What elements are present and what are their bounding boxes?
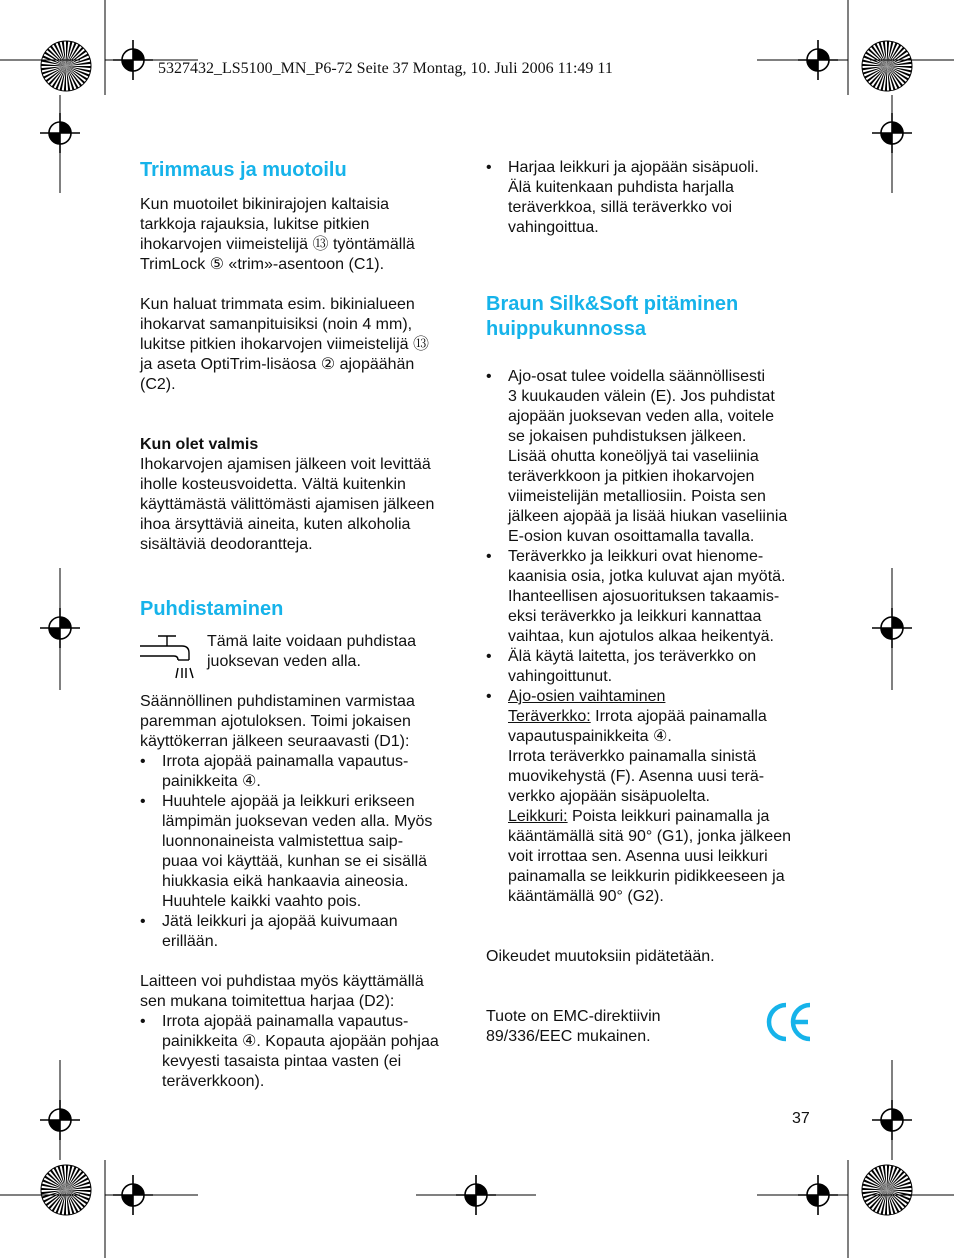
foil-first: Irrota ajopää painamalla <box>590 708 767 725</box>
rights-reserved: Oikeudet muutoksiin pidätetään. <box>486 948 715 965</box>
list-item: • Ajo-osat tulee voidella säännöllisesti 3 kuukauden välein (E). Jos puhdistat ajopään juoksevan veden alla, voitele se jokaisen puhdistuksen jälkeen. Lisää ohutta koneöljyä tai vaseliinia teräverkkoon ja pitkien ihokarvojen viimeistelijän metalliosiin. Poista sen jälkeen ajopää ja lisää hiukan vaseliinia E-osion kuvan osoittamalla tavalla. <box>486 367 816 547</box>
replacement-title: Ajo-osien vaihtaminen <box>508 688 666 705</box>
starburst-target <box>41 1165 91 1215</box>
tap-water-note <box>140 632 470 682</box>
brush-bullet: • Harjaa leikkuri ja ajopään sisäpuoli. Älä kuitenkaan puhdista harjalla teräverkkoa, sillä teräverkko voi vahingoittua. <box>486 158 816 238</box>
list-item: • Teräverkko ja leikkuri ovat hienome- kaanisia osia, jotka kuluvat ajan myötä. Ihanteellisen ajosuorituksen takaamis- eksi teräverkko ja leikkuri kannattaa vaihtaa, kun ajotulos alkaa heikentyä. <box>486 547 816 647</box>
replacement-item <box>486 687 816 907</box>
tap-water-text: Tämä laite voidaan puhdistaa juoksevan veden alla. <box>207 633 417 670</box>
trim-paragraph-2: Kun haluat trimmata esim. bikinialueen ihokarvat samanpituisiksi (noin 4 mm), lukitse pitkien ihokarvojen viimeistelijä ⑬ ja aseta OptiTrim-lisäosa ② ajopäähän (C2). <box>140 296 430 393</box>
list-item: • Irrota ajopää painamalla vapautus- painikkeita ④. Kopauta ajopään pohjaa kevyesti tasaista pintaa vasten (ei teräverkkoon). <box>140 1012 470 1092</box>
done-heading: Kun olet valmis <box>140 436 259 453</box>
ce-mark-icon <box>764 1000 814 1044</box>
starburst-target <box>862 1165 912 1215</box>
starburst-target <box>41 41 91 91</box>
care-list <box>486 367 816 907</box>
brush-steps <box>140 1012 470 1092</box>
list-item: • Jätä leikkuri ja ajopää kuivumaan erillään. <box>140 912 470 952</box>
list-item: • Irrota ajopää painamalla vapautus- painikkeita ④. <box>140 752 470 792</box>
cutter-label: Leikkuri: <box>508 808 568 825</box>
right-column <box>486 158 816 1047</box>
care-heading: Braun Silk&Soft pitäminen huippukunnossa <box>486 293 739 340</box>
page-number: 37 <box>792 1110 810 1127</box>
tap-water-icon <box>140 634 196 684</box>
trim-heading: Trimmaus ja muotoilu <box>140 159 347 181</box>
emc-statement: Tuote on EMC-direktiivin 89/336/EEC mukainen. <box>486 1008 661 1045</box>
brush-intro: Laitteen voi puhdistaa myös käyttämällä sen mukana toimitettua harjaa (D2): <box>140 973 424 1010</box>
cutter-first: Poista leikkuri painamalla ja <box>567 808 770 825</box>
foil-label: Teräverkko: <box>508 708 591 725</box>
slug-line: 5327432_LS5100_MN_P6-72 Seite 37 Montag, 10. Juli 2006 11:49 11 <box>158 60 613 77</box>
trim-paragraph-1: Kun muotoilet bikinirajojen kaltaisia tarkkoja rajauksia, lukitse pitkien ihokarvojen viimeistelijä ⑬ työntämällä TrimLock ⑤ «trim»-asentoon (C1). <box>140 196 415 273</box>
foil-text: vapautuspainikkeita ④. Irrota teräverkko painamalla sinistä muovikehystä (F). Asenna uusi terä- verkko ajopään sisäpuolelta. <box>508 728 765 805</box>
cleaning-heading: Puhdistaminen <box>140 598 284 620</box>
cutter-text: kääntämällä sitä 90° (G1), jonka jälkeen voit irrottaa sen. Asenna uusi leikkuri painamalla se leikkurin pidikkeeseen ja kääntämällä 90° (G2). <box>508 828 791 905</box>
list-item: • Älä käytä laitetta, jos teräverkko on vahingoittunut. <box>486 647 816 687</box>
done-paragraph: Ihokarvojen ajamisen jälkeen voit levittää iholle kosteusvoidetta. Vältä kuitenkin käyttämästä välittömästi ajamisen jälkeen ihoa ärsyttäviä aineita, kuten alkoholia sisältäviä deodorantteja. <box>140 456 435 553</box>
cleaning-intro: Säännöllinen puhdistaminen varmistaa paremman ajotuloksen. Toimi jokaisen käyttökerran jälkeen seuraavasti (D1): <box>140 693 415 750</box>
starburst-target <box>862 41 912 91</box>
cleaning-steps <box>140 752 470 952</box>
left-column <box>140 158 470 1092</box>
list-item: • Huuhtele ajopää ja leikkuri erikseen lämpimän juoksevan veden alla. Myös luonnonaineista valmistettua saip- puaa voi käyttää, kunhan se ei sisällä hiukkasia eikä hankaavia aineosia. Huuhtele kaikki vaahto pois. <box>140 792 470 912</box>
